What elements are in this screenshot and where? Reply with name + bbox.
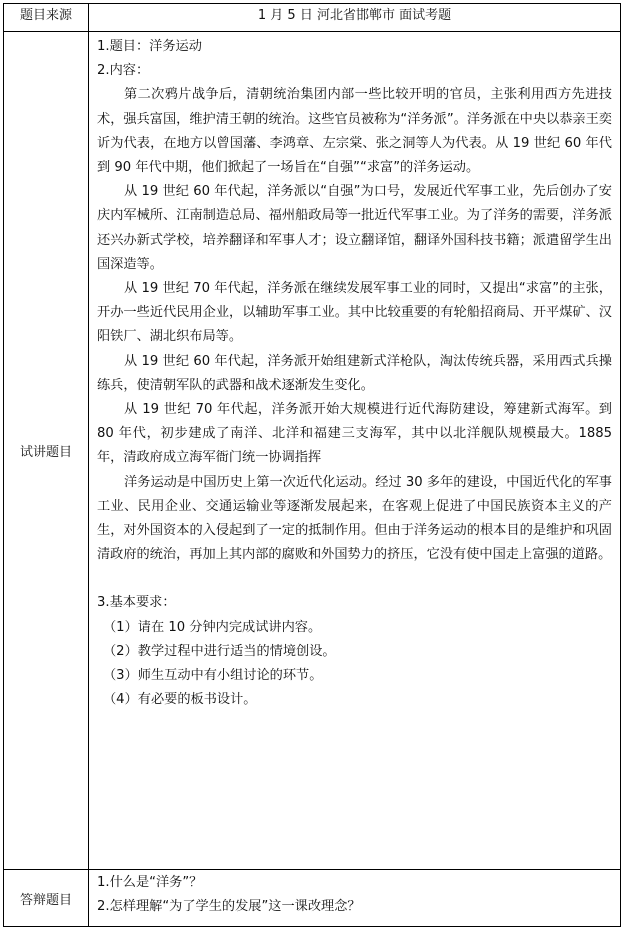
requirement-2: （2）教学过程中进行适当的情境创设。 bbox=[103, 643, 336, 659]
paragraph-3: 从 19 世纪 70 年代起，洋务派在继续发展军事工业的同时，又提出“求富”的主张，开办一些近代民用企业，以辅助军事工业。其中比较重要的有轮船招商局、开平煤矿、汉阳铁厂、湖北织布局等。 bbox=[97, 281, 612, 345]
requirement-1: （1）请在 10 分钟内完成试讲内容。 bbox=[103, 619, 322, 635]
paragraph-5: 从 19 世纪 70 年代起，洋务派开始大规模进行近代海防建设，筹建新式海军。到 80 年代，初步建成了南洋、北洋和福建三支海军，其中以北洋舰队规模最大。1885 年，清政府成立海军衙门统一协调指挥 bbox=[97, 402, 612, 466]
trial-content-cell bbox=[89, 32, 621, 870]
requirements-title: 3.基本要求： bbox=[97, 595, 176, 611]
exam-table bbox=[3, 3, 621, 927]
content-label: 2.内容： bbox=[97, 63, 150, 79]
requirement-3: （3）师生互动中有小组讨论的环节。 bbox=[103, 668, 323, 684]
exam-document bbox=[3, 3, 621, 931]
source-label: 题目来源 bbox=[4, 4, 89, 32]
defense-question-2: 2.怎样理解“为了学生的发展”这一课改理念？ bbox=[97, 899, 361, 914]
paragraph-1: 第二次鸦片战争后，清朝统治集团内部一些比较开明的官员，主张利用西方先进技术，强兵富国，维护清王朝的统治。这些官员被称为“洋务派”。洋务派在中央以恭亲王奕䜣为代表，在地方以曾国藩、李鸿章、左宗棠、张之洞等人为代表。从 19 世纪 60 年代到 90 年代中期，他们掀起了一场旨在“自强”“求富”的洋务运动。 bbox=[97, 87, 612, 176]
source-value: 1 月 5 日 河北省邯郸市 面试考题 bbox=[89, 4, 621, 32]
trial-content bbox=[89, 32, 620, 712]
defense-content bbox=[89, 870, 620, 919]
paragraph-6: 洋务运动是中国历史上第一次近代化运动。经过 30 多年的建设，中国近代化的军事工业、民用企业、交通运输业等逐渐发展起来，在客观上促进了中国民族资本主义的产生，对外国资本的入侵起到了一定的抵制作用。但由于洋务运动的根本目的是维护和巩固清政府的统治，再加上其内部的腐败和外国势力的挤压，它没有使中国走上富强的道路。 bbox=[97, 474, 612, 563]
defense-label: 答辩题目 bbox=[4, 870, 89, 927]
trial-row bbox=[4, 32, 621, 870]
spacer bbox=[97, 567, 612, 591]
defense-row bbox=[4, 870, 621, 927]
defense-question-1: 1.什么是“洋务”？ bbox=[97, 875, 203, 890]
paragraph-2: 从 19 世纪 60 年代起，洋务派以“自强”为口号，发展近代军事工业，先后创办了安庆内军械所、江南制造总局、福州船政局等一批近代军事工业。为了洋务的需要，洋务派还兴办新式学校，培养翻译和军事人才；设立翻译馆，翻译外国科技书籍；派遣留学生出国深造等。 bbox=[97, 184, 612, 272]
source-row bbox=[4, 4, 621, 32]
paragraph-4: 从 19 世纪 60 年代起，洋务派开始组建新式洋枪队，淘汰传统兵器，采用西式兵操练兵，使清朝军队的武器和战术逐渐发生变化。 bbox=[97, 353, 612, 393]
trial-label: 试讲题目 bbox=[4, 32, 89, 870]
defense-content-cell bbox=[89, 870, 621, 927]
requirement-4: （4）有必要的板书设计。 bbox=[103, 692, 257, 708]
topic-title: 1.题目：洋务运动 bbox=[97, 39, 202, 54]
